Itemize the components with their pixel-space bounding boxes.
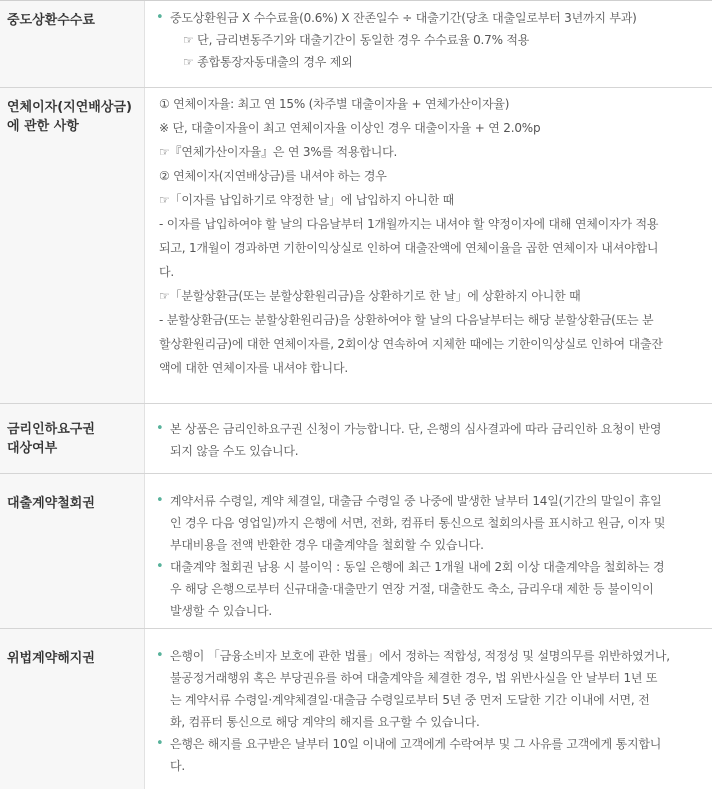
bullet-text: 중도상환원금 X 수수료율(0.6%) X 잔존일수 ÷ 대출기간(당초 대출일로부터 3년까지 부과): [170, 11, 637, 25]
content-line: - 이자를 납입하여야 할 날의 다음날부터 1개월까지는 내셔야 할 약정이자에 대해 연체이자가 적용: [159, 217, 659, 231]
bullet-text: 는 계약서류 수령일·계약체결일·대출금 수령일로부터 5년 중 먼저 도달한 기간 이내에 서면, 전: [170, 693, 650, 707]
content-line: 되고, 1개월이 경과하면 기한이익상실로 인하여 대출잔액에 연체이율을 곱한 연체이자 내셔야합니: [159, 241, 659, 255]
row-content: [145, 474, 712, 628]
bullet-text: 은행은 해지를 요구받은 날부터 10일 이내에 고객에게 수락여부 및 그 사유를 고객에게 통지합니: [170, 737, 662, 751]
bullet-dot-icon: •: [156, 421, 164, 436]
bullet-text: 대출계약 철회권 남용 시 불이익 : 동일 은행에 최근 1개월 내에 2회 이상 대출계약을 철회하는 경: [170, 560, 665, 574]
row-header: [0, 404, 145, 473]
row-early-repayment-fee: [0, 1, 712, 88]
note-text: ☞ 종합통장자동대출의 경우 제외: [183, 55, 353, 69]
row-illegal-contract-termination: [0, 629, 712, 789]
content-line: ※ 단, 대출이자율이 최고 연체이자율 이상인 경우 대출이자율 + 연 2.0%p: [159, 121, 541, 135]
bullet-text: 우 해당 은행으로부터 신규대출·대출만기 연장 거절, 대출한도 축소, 금리우대 제한 등 불이익이: [170, 582, 654, 596]
bullet-dot-icon: •: [156, 648, 164, 663]
row-withdrawal-right: [0, 474, 712, 629]
bullet-item: [156, 418, 704, 462]
bullet-text: 은행이 「금융소비자 보호에 관한 법률」에서 정하는 적합성, 적정성 및 설명의무를 위반하였거나,: [170, 649, 670, 663]
content-line: ① 연체이자율: 최고 연 15% (차주별 대출이자율 + 연체가산이자율): [159, 97, 510, 111]
row-header-text: 위법계약해지권: [7, 651, 95, 666]
row-rate-cut-request: [0, 404, 712, 474]
bullet-text: 되지 않을 수도 있습니다.: [170, 444, 299, 458]
row-header-text: 대출계약철회권: [7, 496, 95, 511]
content-line: - 분할상환금(또는 분할상환원리금)을 상환하여야 할 날의 다음날부터는 해당 분할상환금(또는 분: [159, 313, 654, 327]
row-header: [0, 629, 145, 789]
bullet-dot-icon: •: [156, 736, 164, 751]
bullet-item: [156, 645, 704, 733]
bullet-text: 부대비용을 전액 반환한 경우 대출계약을 철회할 수 있습니다.: [170, 538, 484, 552]
content-line: ☞「이자를 납입하기로 약정한 날」에 납입하지 아니한 때: [159, 193, 455, 207]
bullet-text: 본 상품은 금리인하요구권 신청이 가능합니다. 단, 은행의 심사결과에 따라 금리인하 요청이 반영: [170, 422, 662, 436]
content-line: 다.: [159, 265, 175, 279]
row-header-text: 에 관한 사항: [7, 119, 79, 134]
note-text: ☞ 단, 금리변동주기와 대출기간이 동일한 경우 수수료율 0.7% 적용: [183, 33, 530, 47]
bullet-item: [156, 490, 704, 556]
bullet-text: 다.: [170, 759, 186, 773]
bullet-text: 계약서류 수령일, 계약 체결일, 대출금 수령일 중 나중에 발생한 날부터 14일(기간의 말일이 휴일: [170, 494, 662, 508]
row-header: [0, 474, 145, 628]
bullet-item: [156, 7, 704, 29]
bullet-text: 인 경우 다음 영업일)까지 은행에 서면, 전화, 컴퓨터 통신으로 철회의사를 표시하고 원금, 이자 및: [170, 516, 666, 530]
row-content: [145, 404, 712, 473]
bullet-text: 발생할 수 있습니다.: [170, 604, 272, 618]
row-content: [145, 629, 712, 789]
bullet-text: 화, 컴퓨터 통신으로 해당 계약의 해지를 요구할 수 있습니다.: [170, 715, 480, 729]
row-header-text: 금리인하요구권: [7, 422, 95, 437]
row-content: [145, 88, 712, 403]
bullet-item: [156, 556, 704, 622]
row-header: [0, 1, 145, 87]
row-overdue-interest: [0, 88, 712, 404]
bullet-dot-icon: •: [156, 10, 164, 25]
content-line: 할상환원리금)에 대한 연체이자를, 2회이상 연속하여 지체한 때에는 기한이익상실로 인하여 대출잔: [159, 337, 663, 351]
bullet-dot-icon: •: [156, 493, 164, 508]
content-line: ☞『연체가산이자율』은 연 3%를 적용합니다.: [159, 145, 398, 159]
bullet-item: [156, 733, 704, 777]
bullet-text: 불공정거래행위 혹은 부당권유를 하여 대출계약을 체결한 경우, 법 위반사실을 안 날부터 1년 또: [170, 671, 658, 685]
row-header-text: 대상여부: [7, 441, 58, 456]
content-line: ② 연체이자(지연배상금)를 내셔야 하는 경우: [159, 169, 387, 183]
row-header-text: 중도상환수수료: [7, 13, 95, 28]
row-content: [145, 1, 712, 87]
bullet-dot-icon: •: [156, 559, 164, 574]
row-header: [0, 88, 145, 403]
content-line: ☞「분할상환금(또는 분할상환원리금)을 상환하기로 한 날」에 상환하지 아니한 때: [159, 289, 581, 303]
row-header-text: 연체이자(지연배상금): [7, 100, 132, 115]
content-line: 액에 대한 연체이자를 내셔야 합니다.: [159, 361, 348, 375]
